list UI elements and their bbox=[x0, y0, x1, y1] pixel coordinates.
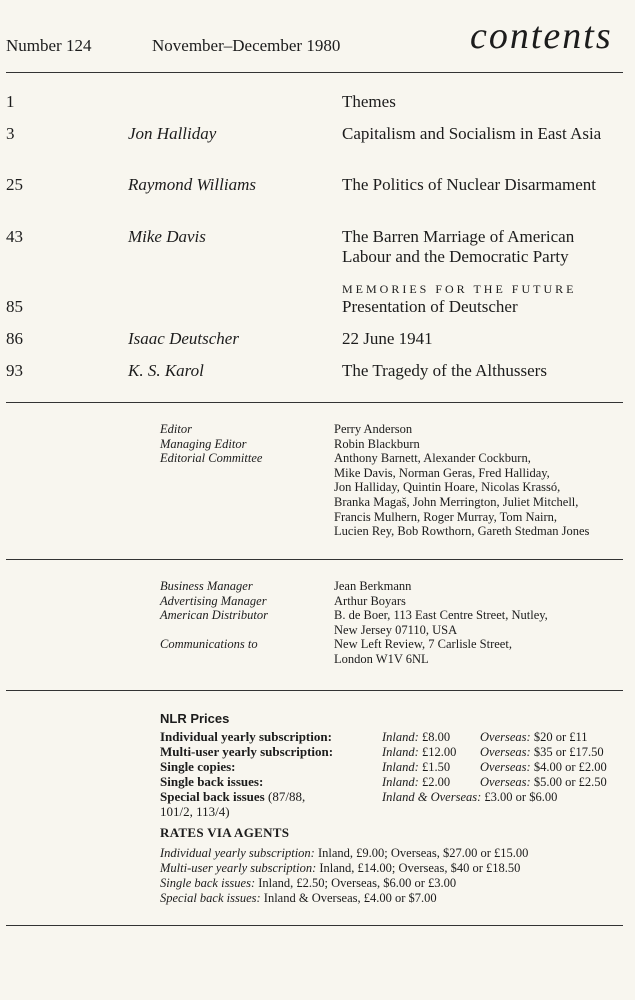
special-label: Special back issues bbox=[160, 789, 265, 804]
staff-name-line: B. de Boer, 113 East Centre Street, Nutley, bbox=[334, 608, 548, 623]
overseas-value: $5.00 or £2.50 bbox=[533, 775, 607, 789]
agent-rate-label: Single back issues: bbox=[160, 876, 256, 890]
role-label: American Distributor bbox=[160, 608, 268, 623]
inland-value: £1.50 bbox=[421, 760, 451, 774]
staff-name-line: Lucien Rey, Bob Rowthorn, Gareth Stedman Jones bbox=[334, 524, 590, 539]
role-label: Advertising Manager bbox=[160, 593, 267, 608]
both-value: £3.00 or $6.00 bbox=[484, 790, 558, 804]
agent-rate-line bbox=[160, 891, 437, 906]
toc-title: The Tragedy of the Althussers bbox=[342, 361, 547, 380]
special-label-extra: (87/88, bbox=[268, 789, 306, 804]
staff-name-line: Robin Blackburn bbox=[334, 436, 420, 451]
price-overseas bbox=[480, 730, 588, 745]
staff-name-line: Branka Magaš, John Merrington, Juliet Mitchell, bbox=[334, 494, 579, 509]
inland-value: £8.00 bbox=[421, 730, 451, 744]
toc-author: Jon Halliday bbox=[128, 124, 217, 143]
price-label-special bbox=[160, 790, 370, 819]
toc-author: Raymond Williams bbox=[128, 175, 256, 194]
toc-page-number: 86 bbox=[6, 329, 23, 348]
price-inland bbox=[382, 775, 450, 790]
toc-rule bbox=[6, 402, 623, 403]
toc-page-number: 85 bbox=[6, 297, 23, 316]
price-label: Multi-user yearly subscription: bbox=[160, 744, 334, 759]
toc-title: 22 June 1941 bbox=[342, 329, 433, 348]
staff-name-line: Jean Berkmann bbox=[334, 579, 412, 593]
role-label bbox=[160, 623, 268, 638]
toc-author: Isaac Deutscher bbox=[128, 329, 239, 348]
staff-name-line: New Jersey 07110, USA bbox=[334, 622, 458, 637]
toc-author: Mike Davis bbox=[128, 227, 206, 246]
overseas-label: Overseas: bbox=[480, 730, 531, 744]
toc-title: Presentation of Deutscher bbox=[342, 297, 518, 316]
overseas-label: Overseas: bbox=[480, 760, 531, 774]
inland-label: Inland: bbox=[382, 775, 419, 789]
editorial-names bbox=[334, 422, 634, 539]
business-names bbox=[334, 579, 634, 667]
both-label: Inland & Overseas: bbox=[382, 790, 482, 804]
price-overseas bbox=[480, 745, 604, 760]
inland-value: £2.00 bbox=[421, 775, 451, 789]
footer-rule bbox=[6, 925, 623, 926]
toc-page-number: 3 bbox=[6, 124, 15, 143]
overseas-value: $35 or £17.50 bbox=[533, 745, 604, 759]
agent-rate-text: Inland, £9.00; Overseas, $27.00 or £15.00 bbox=[317, 846, 529, 860]
agent-rate-line bbox=[160, 846, 528, 861]
toc-page-number: 25 bbox=[6, 175, 23, 194]
price-label: Individual yearly subscription: bbox=[160, 729, 332, 744]
agents-heading: RATES VIA AGENTS bbox=[160, 825, 290, 840]
overseas-label: Overseas: bbox=[480, 775, 531, 789]
business-roles bbox=[160, 579, 268, 652]
editorial-rule bbox=[6, 559, 623, 560]
business-rule bbox=[6, 690, 623, 691]
toc-title: The Politics of Nuclear Disarmament bbox=[342, 175, 596, 194]
agent-rate-label: Individual yearly subscription: bbox=[160, 846, 315, 860]
price-inland bbox=[382, 745, 456, 760]
inland-value: £12.00 bbox=[421, 745, 457, 759]
staff-name-line: London W1V 6NL bbox=[334, 651, 429, 666]
overseas-label: Overseas: bbox=[480, 745, 531, 759]
toc-section-label: MEMORIES FOR THE FUTURE bbox=[342, 282, 577, 296]
toc-author: K. S. Karol bbox=[128, 361, 204, 380]
role-label: Editor bbox=[160, 422, 192, 436]
price-overseas bbox=[480, 775, 607, 790]
overseas-value: $20 or £11 bbox=[533, 730, 588, 744]
staff-name-line: New Left Review, 7 Carlisle Street, bbox=[334, 637, 512, 652]
agent-rate-text: Inland, £14.00; Overseas, $40 or £18.50 bbox=[319, 861, 521, 875]
inland-label: Inland: bbox=[382, 730, 419, 744]
prices-heading: NLR Prices bbox=[160, 711, 230, 726]
toc-page-number: 93 bbox=[6, 361, 23, 380]
special-label-line2: 101/2, 113/4) bbox=[160, 803, 230, 819]
staff-name-line: Arthur Boyars bbox=[334, 593, 406, 608]
price-label: Single back issues: bbox=[160, 774, 264, 789]
issue-date: November–December 1980 bbox=[152, 36, 341, 55]
agent-rate-line bbox=[160, 876, 456, 891]
toc-page-number: 1 bbox=[6, 92, 15, 111]
role-label: Communications to bbox=[160, 637, 258, 652]
inland-label: Inland: bbox=[382, 745, 419, 759]
staff-name-line: Anthony Barnett, Alexander Cockburn, bbox=[334, 451, 531, 466]
header-rule bbox=[6, 72, 623, 73]
toc-title: Capitalism and Socialism in East Asia bbox=[342, 124, 602, 143]
editorial-roles bbox=[160, 422, 262, 466]
price-label: Single copies: bbox=[160, 759, 236, 774]
role-label: Business Manager bbox=[160, 579, 253, 593]
agent-rate-text: Inland, £2.50; Overseas, $6.00 or £3.00 bbox=[258, 876, 457, 890]
agent-rate-text: Inland & Overseas, £4.00 or $7.00 bbox=[263, 891, 437, 905]
agent-rate-label: Special back issues: bbox=[160, 891, 261, 905]
inland-label: Inland: bbox=[382, 760, 419, 774]
page-title: contents bbox=[470, 15, 613, 57]
issue-number: Number 124 bbox=[6, 36, 92, 55]
price-both bbox=[382, 790, 557, 805]
agent-rate-label: Multi-user yearly subscription: bbox=[160, 861, 317, 875]
staff-name-line: Francis Mulhern, Roger Murray, Tom Nairn, bbox=[334, 509, 558, 524]
toc-title: Themes bbox=[342, 92, 396, 111]
overseas-value: $4.00 or £2.00 bbox=[533, 760, 607, 774]
toc-title: The Barren Marriage of American Labour and the Democratic Party bbox=[342, 227, 575, 266]
price-overseas bbox=[480, 760, 607, 775]
toc-page-number: 43 bbox=[6, 227, 23, 246]
price-inland bbox=[382, 760, 450, 775]
role-label: Managing Editor bbox=[160, 436, 247, 451]
price-inland bbox=[382, 730, 450, 745]
agent-rate-line bbox=[160, 861, 520, 876]
staff-name-line: Mike Davis, Norman Geras, Fred Halliday, bbox=[334, 465, 550, 480]
staff-name-line: Perry Anderson bbox=[334, 422, 413, 436]
staff-name-line: Jon Halliday, Quintin Hoare, Nicolas Krassó, bbox=[334, 480, 561, 495]
role-label: Editorial Committee bbox=[160, 451, 263, 466]
